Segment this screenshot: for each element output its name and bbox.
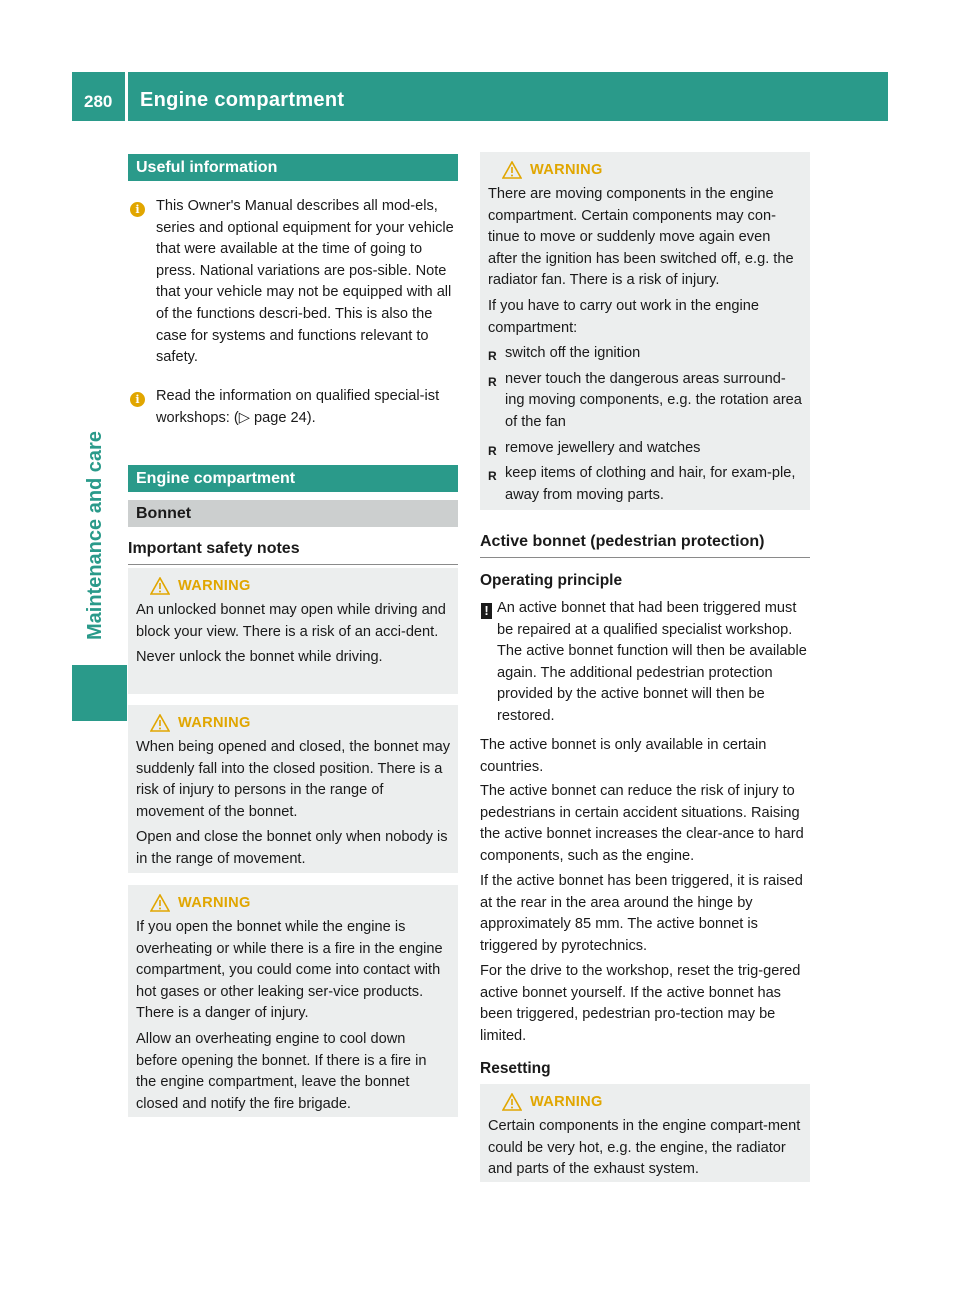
operating-principle-heading: Operating principle [480, 572, 623, 589]
bullet-icon: R [488, 374, 497, 389]
body-paragraph: The active bonnet can reduce the risk of injury to pedestrians in certain accident situations. Raising the active bonnet increases the clear-ance to hard components, such as the engine. [480, 783, 804, 864]
bullet-icon: R [488, 443, 497, 458]
warning-icon [150, 894, 170, 912]
page-number: 280 [84, 92, 113, 111]
warning-label: WARNING [178, 578, 251, 594]
side-tab-marker [72, 665, 127, 721]
body-paragraph: For the drive to the workshop, reset the trig-gered active bonnet yourself. If the active bonnet has been triggered, pedestrian pro-tection may be limited. [480, 963, 801, 1044]
warning-icon [150, 714, 170, 732]
warning-text: Certain components in the engine compart-ment could be very hot, e.g. the engine, the radiator and parts of the exhaust system. [488, 1118, 801, 1178]
warning-text: If you open the bonnet while the engine is overheating or while there is a fire in the engine compartment, you could come into contact with hot gases or other leaking ser-vice products. There is a danger of injury. [136, 919, 443, 1022]
active-bonnet-heading: Active bonnet (pedestrian protection) [480, 533, 765, 550]
list-item: R keep items of clothing and hair, for exam-ple, away from moving parts. [488, 465, 796, 503]
header-divider [125, 72, 128, 121]
bonnet-heading: Bonnet [128, 500, 458, 527]
info-text-2: Read the information on qualified special-ist workshops: (▷ page 24). [156, 388, 440, 426]
info-icon: i [130, 392, 145, 407]
body-paragraph: The active bonnet is only available in certain countries. [480, 737, 767, 775]
side-tab-label: Maintenance and care [84, 431, 106, 640]
heading-rule [128, 564, 458, 565]
warning-box [128, 705, 458, 873]
list-item: R switch off the ignition [488, 343, 802, 365]
warning-title [128, 576, 450, 596]
body-paragraph: If the active bonnet has been triggered, it is raised at the rear in the area around the hinge by approximately 85 mm. The active bonnet is triggered by pyrotechnics. [480, 873, 803, 954]
warning-box [480, 1084, 810, 1182]
warning-box [480, 152, 810, 510]
warning-label: WARNING [530, 1094, 603, 1110]
warning-text: Never unlock the bonnet while driving. [136, 649, 383, 666]
notice-icon: ! [481, 603, 492, 619]
useful-info-heading: Useful information [128, 154, 458, 181]
info-text-1: This Owner's Manual describes all mod-els, series and optional equipment for your vehicle that were available at the time of going to press. National variations are pos-sible. Note that your vehicle may not be equipped with all of the functions descri-bed. This is also the case for systems and functions relevant to safety. [156, 198, 454, 366]
warning-title [480, 160, 802, 180]
warning-title [128, 713, 450, 733]
warning-text: Open and close the bonnet only when nobody is in the range of movement. [136, 829, 448, 867]
bullet-icon: R [488, 469, 497, 484]
list-item: R never touch the dangerous areas surround-ing moving components, e.g. the rotation area of the fan [488, 370, 802, 430]
safety-notes-heading: Important safety notes [128, 540, 300, 557]
warning-title [128, 893, 450, 913]
list-item: R remove jewellery and watches [488, 438, 802, 460]
warning-text: There are moving components in the engine compartment. Certain components may con-tinue to move or suddenly move again even after the ignition has been switched off, e.g. the radiator fan. There is a risk of injury. [488, 186, 794, 289]
page-title: Engine compartment [140, 89, 345, 111]
warning-box [128, 568, 458, 694]
warning-box [128, 885, 458, 1117]
warning-bullet-list [488, 343, 802, 506]
warning-text: Allow an overheating engine to cool down before opening the bonnet. If there is a fire in the engine compartment, leave the bonnet closed and notify the fire brigade. [136, 1030, 427, 1112]
warning-icon [502, 161, 522, 179]
warning-title [480, 1092, 802, 1112]
heading-rule [480, 557, 810, 558]
bullet-icon: R [488, 349, 497, 364]
warning-text: If you have to carry out work in the engine compartment: [488, 297, 759, 336]
warning-label: WARNING [530, 162, 603, 178]
engine-compartment-heading: Engine compartment [128, 465, 458, 492]
warning-text: When being opened and closed, the bonnet may suddenly fall into the closed position. There is a risk of injury to persons in the range of movement of the bonnet. [136, 739, 450, 820]
warning-icon [150, 577, 170, 595]
notice-text: An active bonnet that had been triggered must be repaired at a qualified specialist workshop. The active bonnet function will then be available again. The additional pedestrian protection provided by the active bonnet will then be restored. [497, 600, 807, 724]
warning-text: An unlocked bonnet may open while driving and block your view. There is a risk of an acci-dent. [136, 602, 446, 640]
warning-icon [502, 1093, 522, 1111]
info-icon: i [130, 202, 145, 217]
warning-label: WARNING [178, 895, 251, 911]
resetting-heading: Resetting [480, 1060, 551, 1077]
warning-label: WARNING [178, 715, 251, 731]
